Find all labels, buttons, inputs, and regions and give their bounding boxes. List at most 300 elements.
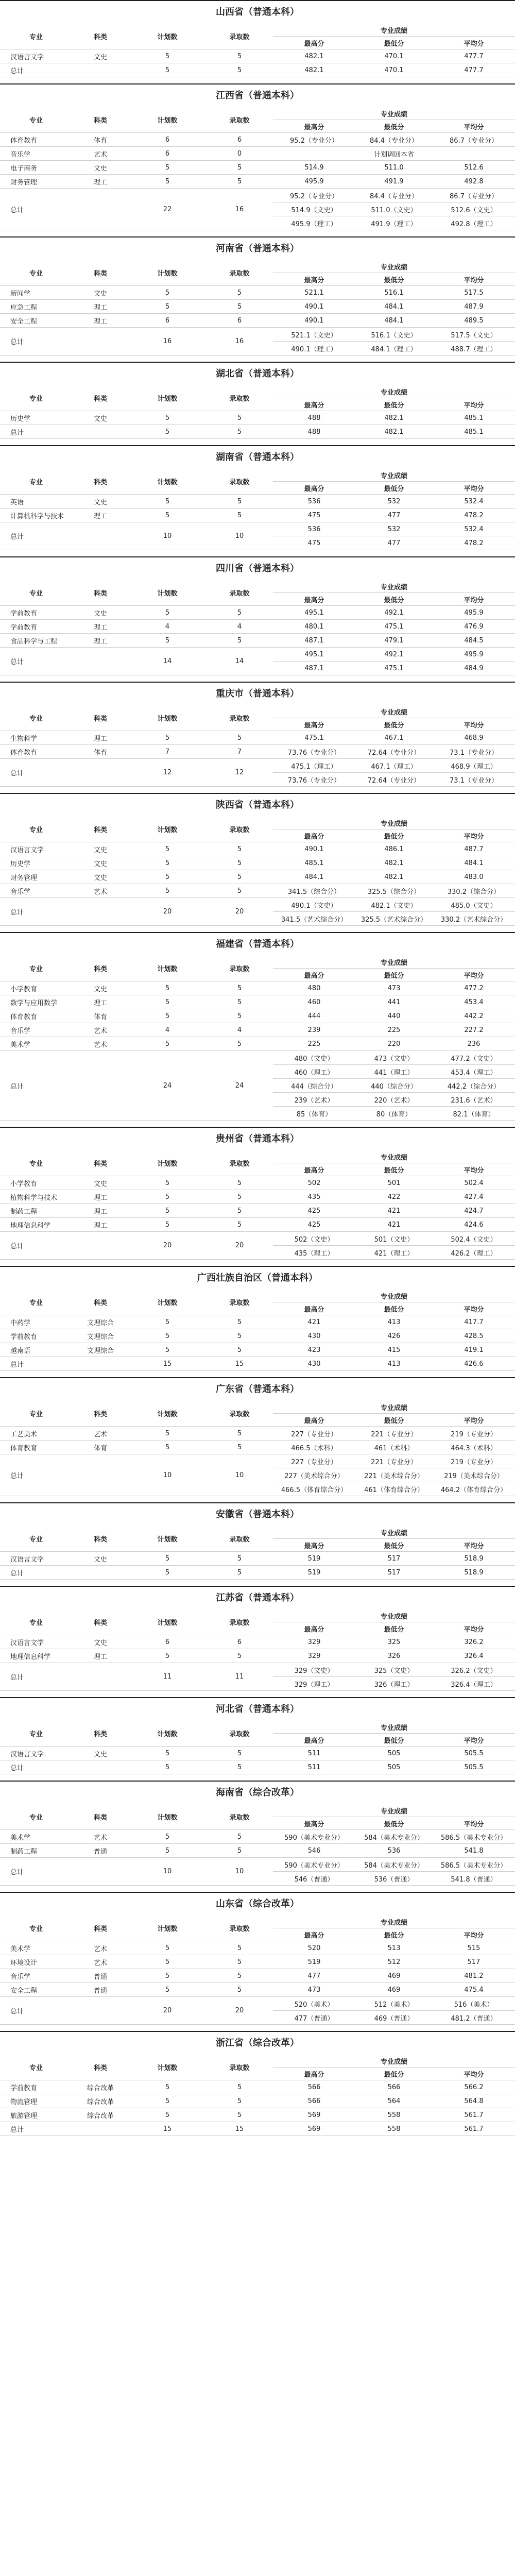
total-max-score: 590（美术专业分）: [273, 1858, 355, 1872]
header-major: 专业: [0, 1401, 72, 1427]
cell-max-score: 473: [273, 1983, 355, 1997]
cell-enrolled: 5: [206, 1747, 273, 1760]
cell-plan: 5: [129, 884, 206, 898]
table-row: [0, 147, 515, 161]
cell-min-score: 501: [355, 1176, 433, 1190]
cell-min-score: 470.1: [355, 49, 433, 63]
total-max-score: 488: [273, 425, 355, 439]
header-avg-score: 平均分: [433, 1302, 515, 1315]
total-avg-score: 326.2（文史）: [433, 1663, 515, 1677]
total-row: [0, 759, 515, 773]
region-title: 广东省（普通本科）: [0, 1377, 515, 1401]
region-block: [0, 445, 515, 550]
header-plan: 计划数: [129, 1721, 206, 1747]
table-row: [0, 175, 515, 189]
cell-min-score: 461（术科）: [355, 1440, 433, 1454]
score-table: [0, 469, 515, 550]
header-row: [0, 1401, 515, 1414]
header-score-group: 专业成绩: [273, 1804, 515, 1817]
cell-enrolled: 5: [206, 2108, 273, 2122]
cell-category: 理工: [72, 995, 129, 1009]
header-row: [0, 385, 515, 398]
header-min-score: 最低分: [355, 273, 433, 286]
total-category: [72, 1760, 129, 1774]
cell-max-score: 519: [273, 1552, 355, 1566]
total-row: [0, 522, 515, 536]
header-avg-score: 平均分: [433, 2067, 515, 2080]
total-min-score: 475.1: [355, 662, 433, 675]
cell-enrolled: 5: [206, 411, 273, 425]
total-min-score: 326（理工）: [355, 1677, 433, 1691]
total-min-score: 482.1（文史）: [355, 898, 433, 912]
cell-enrolled: 5: [206, 1552, 273, 1566]
score-table: [0, 385, 515, 439]
cell-plan: 5: [129, 1440, 206, 1454]
total-enrolled: 5: [206, 63, 273, 77]
region-title: 湖南省（普通本科）: [0, 445, 515, 469]
header-row: [0, 1804, 515, 1817]
header-row: [0, 817, 515, 829]
header-max-score: 最高分: [273, 718, 355, 731]
header-plan: 计划数: [129, 1804, 206, 1830]
cell-plan: 5: [129, 1009, 206, 1023]
total-plan: 5: [129, 63, 206, 77]
header-plan: 计划数: [129, 469, 206, 495]
cell-avg-score: 468.9: [433, 731, 515, 745]
cell-category: 综合改革: [72, 2094, 129, 2108]
score-table: [0, 1609, 515, 1691]
header-min-score: 最低分: [355, 37, 433, 49]
cell-category: 文理综合: [72, 1329, 129, 1343]
cell-max-score: 490.1: [273, 842, 355, 856]
cell-plan: 5: [129, 2094, 206, 2108]
header-major: 专业: [0, 1609, 72, 1635]
cell-category: 艺术: [72, 884, 129, 898]
cell-major: 音乐学: [0, 1023, 72, 1037]
score-table: [0, 956, 515, 1121]
cell-category: 理工: [72, 1190, 129, 1204]
cell-min-score: 482.1: [355, 870, 433, 884]
cell-min-score: 566: [355, 2080, 433, 2094]
header-plan: 计划数: [129, 385, 206, 411]
cell-max-score: 502: [273, 1176, 355, 1190]
region-title: 福建省（普通本科）: [0, 932, 515, 956]
total-enrolled: 15: [206, 2122, 273, 2136]
cell-avg-score: 532.4: [433, 495, 515, 509]
cell-major: 制药工程: [0, 1844, 72, 1858]
cell-avg-score: 517: [433, 1955, 515, 1969]
cell-min-score: 325.5（综合分）: [355, 884, 433, 898]
total-max-score: 520（美术）: [273, 1997, 355, 2011]
header-major: 专业: [0, 1721, 72, 1747]
header-score-group: 专业成绩: [273, 1609, 515, 1622]
total-max-score: 435（理工）: [273, 1246, 355, 1260]
cell-plan: 5: [129, 1218, 206, 1232]
cell-max-score: 566: [273, 2080, 355, 2094]
cell-plan: 5: [129, 981, 206, 995]
header-row: [0, 1150, 515, 1163]
cell-enrolled: 5: [206, 1830, 273, 1844]
cell-category: 文理综合: [72, 1343, 129, 1357]
cell-min-score: 422: [355, 1190, 433, 1204]
total-avg-score: 505.5: [433, 1760, 515, 1774]
total-avg-score: 495.9: [433, 648, 515, 662]
region-title: 贵州省（普通本科）: [0, 1127, 515, 1150]
total-category: [72, 1232, 129, 1260]
cell-major: 中药学: [0, 1315, 72, 1329]
cell-max-score: 460: [273, 995, 355, 1009]
score-table: [0, 1804, 515, 1886]
table-row: [0, 49, 515, 63]
cell-major: 生物科学: [0, 731, 72, 745]
total-max-score: 329（理工）: [273, 1677, 355, 1691]
score-table: [0, 1526, 515, 1580]
table-row: [0, 995, 515, 1009]
total-avg-score: 512.6（文史）: [433, 202, 515, 216]
header-row: [0, 107, 515, 120]
header-min-score: 最低分: [355, 1734, 433, 1747]
cell-min-score: 469: [355, 1969, 433, 1983]
cell-avg-score: 478.2: [433, 509, 515, 522]
total-row: [0, 189, 515, 202]
total-min-score: 84.4（专业分）: [355, 189, 433, 202]
header-score-group: 专业成绩: [273, 817, 515, 829]
cell-major: 汉语言文学: [0, 1552, 72, 1566]
header-row: [0, 1721, 515, 1734]
cell-max-score: 430: [273, 1329, 355, 1343]
cell-category: 艺术: [72, 1427, 129, 1440]
total-min-score: 473（文史）: [355, 1051, 433, 1065]
total-category: [72, 2122, 129, 2136]
total-max-score: 546（普通）: [273, 1872, 355, 1886]
total-avg-score: 219（专业分）: [433, 1454, 515, 1468]
cell-min-score: 475.1: [355, 620, 433, 634]
cell-avg-score: [433, 147, 515, 161]
total-category: [72, 189, 129, 230]
cell-plan: 5: [129, 1427, 206, 1440]
total-avg-score: 518.9: [433, 1566, 515, 1580]
cell-avg-score: 453.4: [433, 995, 515, 1009]
table-row: [0, 509, 515, 522]
cell-avg-score: 236: [433, 1037, 515, 1051]
total-min-score: 470.1: [355, 63, 433, 77]
total-max-score: 487.1: [273, 662, 355, 675]
header-score-group: 专业成绩: [273, 1150, 515, 1163]
total-plan: 20: [129, 1232, 206, 1260]
total-enrolled: 14: [206, 648, 273, 675]
cell-major: 历史学: [0, 411, 72, 425]
total-label: 总计: [0, 1454, 72, 1496]
cell-min-score: 473: [355, 981, 433, 995]
header-plan: 计划数: [129, 260, 206, 286]
table-row: [0, 1844, 515, 1858]
total-max-score: 430: [273, 1357, 355, 1371]
header-avg-score: 平均分: [433, 37, 515, 49]
header-enrolled: 录取数: [206, 1916, 273, 1941]
header-category: 科类: [72, 580, 129, 606]
cell-min-score: 221（专业分）: [355, 1427, 433, 1440]
total-max-score: 475: [273, 536, 355, 550]
total-plan: 24: [129, 1051, 206, 1121]
total-avg-score: 86.7（专业分）: [433, 189, 515, 202]
cell-enrolled: 5: [206, 2080, 273, 2094]
cell-plan: 5: [129, 842, 206, 856]
total-min-score: 220（艺术）: [355, 1093, 433, 1107]
header-avg-score: 平均分: [433, 1928, 515, 1941]
header-avg-score: 平均分: [433, 1734, 515, 1747]
total-label: 总计: [0, 63, 72, 77]
cell-category: 综合改革: [72, 2108, 129, 2122]
total-avg-score: 326.4（理工）: [433, 1677, 515, 1691]
header-row: [0, 1526, 515, 1539]
cell-category: 文史: [72, 1176, 129, 1190]
header-plan: 计划数: [129, 24, 206, 49]
header-category: 科类: [72, 260, 129, 286]
total-enrolled: 15: [206, 1357, 273, 1371]
header-min-score: 最低分: [355, 1163, 433, 1176]
cell-avg-score: 86.7（专业分）: [433, 133, 515, 147]
cell-major: 地理信息科学: [0, 1649, 72, 1663]
total-min-score: 536（普通）: [355, 1872, 433, 1886]
total-min-score: 512（美术）: [355, 1997, 433, 2011]
cell-max-score: 590（美术专业分）: [273, 1830, 355, 1844]
header-max-score: 最高分: [273, 1163, 355, 1176]
header-plan: 计划数: [129, 956, 206, 981]
total-enrolled: 10: [206, 522, 273, 550]
header-min-score: 最低分: [355, 2067, 433, 2080]
region-block: [0, 1266, 515, 1371]
total-plan: 20: [129, 898, 206, 926]
cell-major: 美术学: [0, 1037, 72, 1051]
cell-max-score: 519: [273, 1955, 355, 1969]
cell-avg-score: 502.4: [433, 1176, 515, 1190]
header-plan: 计划数: [129, 2055, 206, 2080]
region-title: 陕西省（普通本科）: [0, 793, 515, 817]
header-min-score: 最低分: [355, 1928, 433, 1941]
header-avg-score: 平均分: [433, 593, 515, 606]
cell-avg-score: 326.2: [433, 1635, 515, 1649]
header-major: 专业: [0, 385, 72, 411]
cell-max-score: 569: [273, 2108, 355, 2122]
cell-major: 安全工程: [0, 314, 72, 328]
cell-enrolled: 5: [206, 856, 273, 870]
cell-min-score: 415: [355, 1343, 433, 1357]
header-avg-score: 平均分: [433, 1622, 515, 1635]
header-min-score: 最低分: [355, 1539, 433, 1552]
cell-max-score: [273, 147, 355, 161]
total-plan: 5: [129, 1566, 206, 1580]
cell-enrolled: 6: [206, 133, 273, 147]
cell-min-score: 486.1: [355, 842, 433, 856]
header-major: 专业: [0, 260, 72, 286]
header-avg-score: 平均分: [433, 829, 515, 842]
cell-category: 理工: [72, 1204, 129, 1218]
cell-plan: 5: [129, 1329, 206, 1343]
table-row: [0, 1941, 515, 1955]
total-enrolled: 10: [206, 1454, 273, 1496]
total-plan: 15: [129, 2122, 206, 2136]
cell-avg-score: 326.4: [433, 1649, 515, 1663]
cell-avg-score: 564.8: [433, 2094, 515, 2108]
header-plan: 计划数: [129, 705, 206, 731]
header-score-group: 专业成绩: [273, 2055, 515, 2067]
cell-major: 制药工程: [0, 1204, 72, 1218]
cell-max-score: 488: [273, 411, 355, 425]
total-max-score: 536: [273, 522, 355, 536]
cell-max-score: 546: [273, 1844, 355, 1858]
total-min-score: 221（专业分）: [355, 1454, 433, 1468]
cell-min-score: 517: [355, 1552, 433, 1566]
total-min-score: 325（文史）: [355, 1663, 433, 1677]
table-row: [0, 634, 515, 648]
total-min-score: 558: [355, 2122, 433, 2136]
total-max-score: 239（艺术）: [273, 1093, 355, 1107]
total-enrolled: 5: [206, 425, 273, 439]
region-block: [0, 1127, 515, 1260]
cell-min-score: 441: [355, 995, 433, 1009]
region-title: 山东省（综合改革）: [0, 1892, 515, 1916]
total-label: 总计: [0, 425, 72, 439]
cell-enrolled: 5: [206, 2094, 273, 2108]
cell-category: 普通: [72, 1844, 129, 1858]
table-row: [0, 1440, 515, 1454]
total-row: [0, 648, 515, 662]
cell-major: 学前教育: [0, 1329, 72, 1343]
cell-plan: 5: [129, 1747, 206, 1760]
table-row: [0, 411, 515, 425]
cell-max-score: 484.1: [273, 870, 355, 884]
cell-major: 音乐学: [0, 884, 72, 898]
cell-max-score: 435: [273, 1190, 355, 1204]
cell-max-score: 425: [273, 1204, 355, 1218]
cell-category: 文史: [72, 1552, 129, 1566]
header-avg-score: 平均分: [433, 718, 515, 731]
cell-major: 新闻学: [0, 286, 72, 300]
header-major: 专业: [0, 1150, 72, 1176]
cell-plan: 5: [129, 2080, 206, 2094]
cell-enrolled: 5: [206, 161, 273, 175]
total-label: 总计: [0, 1760, 72, 1774]
region-block: [0, 236, 515, 355]
cell-plan: 5: [129, 1969, 206, 1983]
total-enrolled: 20: [206, 898, 273, 926]
cell-plan: 5: [129, 509, 206, 522]
score-table: [0, 24, 515, 77]
cell-major: 环境设计: [0, 1955, 72, 1969]
region-title: 四川省（普通本科）: [0, 556, 515, 580]
table-row: [0, 1315, 515, 1329]
cell-min-score: 479.1: [355, 634, 433, 648]
header-major: 专业: [0, 956, 72, 981]
cell-category: 艺术: [72, 147, 129, 161]
header-plan: 计划数: [129, 817, 206, 842]
cell-plan: 5: [129, 731, 206, 745]
cell-plan: 4: [129, 620, 206, 634]
header-score-group: 专业成绩: [273, 1721, 515, 1734]
header-major: 专业: [0, 705, 72, 731]
cell-category: 理工: [72, 634, 129, 648]
table-row: [0, 745, 515, 759]
cell-max-score: 490.1: [273, 300, 355, 314]
cell-avg-score: 481.2: [433, 1969, 515, 1983]
total-max-score: 495.1: [273, 648, 355, 662]
cell-plan: 6: [129, 314, 206, 328]
header-min-score: 最低分: [355, 1414, 433, 1427]
cell-max-score: 511: [273, 1747, 355, 1760]
total-enrolled: 20: [206, 1997, 273, 2025]
header-avg-score: 平均分: [433, 969, 515, 981]
total-label: 总计: [0, 1663, 72, 1691]
cell-min-score: 469: [355, 1983, 433, 1997]
total-avg-score: 485.0（文史）: [433, 898, 515, 912]
header-enrolled: 录取数: [206, 260, 273, 286]
total-min-score: 584（美术专业分）: [355, 1858, 433, 1872]
region-title: 山西省（普通本科）: [0, 0, 515, 24]
region-title: 湖北省（普通本科）: [0, 362, 515, 385]
header-score-group: 专业成绩: [273, 107, 515, 120]
cell-plan: 7: [129, 745, 206, 759]
header-max-score: 最高分: [273, 1539, 355, 1552]
total-row: [0, 63, 515, 77]
cell-min-score: 477: [355, 509, 433, 522]
total-max-score: 85（体育）: [273, 1107, 355, 1121]
score-table: [0, 1150, 515, 1260]
cell-plan: 5: [129, 856, 206, 870]
cell-plan: 5: [129, 1844, 206, 1858]
total-max-score: 466.5（体育综合分）: [273, 1482, 355, 1496]
total-max-score: 329（文史）: [273, 1663, 355, 1677]
table-row: [0, 495, 515, 509]
cell-avg-score: 512.6: [433, 161, 515, 175]
total-row: [0, 1760, 515, 1774]
cell-max-score: 480: [273, 981, 355, 995]
header-major: 专业: [0, 107, 72, 133]
total-avg-score: 464.2（体育综合分）: [433, 1482, 515, 1496]
cell-min-score: 516.1: [355, 286, 433, 300]
header-enrolled: 录取数: [206, 24, 273, 49]
cell-max-score: 566: [273, 2094, 355, 2108]
cell-enrolled: 5: [206, 1440, 273, 1454]
table-row: [0, 1037, 515, 1051]
cell-enrolled: 5: [206, 995, 273, 1009]
table-row: [0, 731, 515, 745]
header-min-score: 最低分: [355, 1817, 433, 1830]
cell-major: 美术学: [0, 1941, 72, 1955]
cell-plan: 5: [129, 1315, 206, 1329]
table-row: [0, 1218, 515, 1232]
total-max-score: 519: [273, 1566, 355, 1580]
cell-category: 艺术: [72, 1941, 129, 1955]
table-row: [0, 1747, 515, 1760]
table-row: [0, 1009, 515, 1023]
header-row: [0, 469, 515, 482]
score-table: [0, 1916, 515, 2025]
total-plan: 5: [129, 425, 206, 439]
header-category: 科类: [72, 1721, 129, 1747]
total-avg-score: 532.4: [433, 522, 515, 536]
cell-plan: 5: [129, 995, 206, 1009]
cell-max-score: 485.1: [273, 856, 355, 870]
header-max-score: 最高分: [273, 593, 355, 606]
region-title: 江西省（普通本科）: [0, 83, 515, 107]
region-block: [0, 1697, 515, 1774]
cell-max-score: 495.9: [273, 175, 355, 189]
cell-min-score: 467.1: [355, 731, 433, 745]
cell-plan: 5: [129, 161, 206, 175]
header-max-score: 最高分: [273, 1302, 355, 1315]
cell-enrolled: 5: [206, 1969, 273, 1983]
cell-major: 植物科学与技术: [0, 1190, 72, 1204]
